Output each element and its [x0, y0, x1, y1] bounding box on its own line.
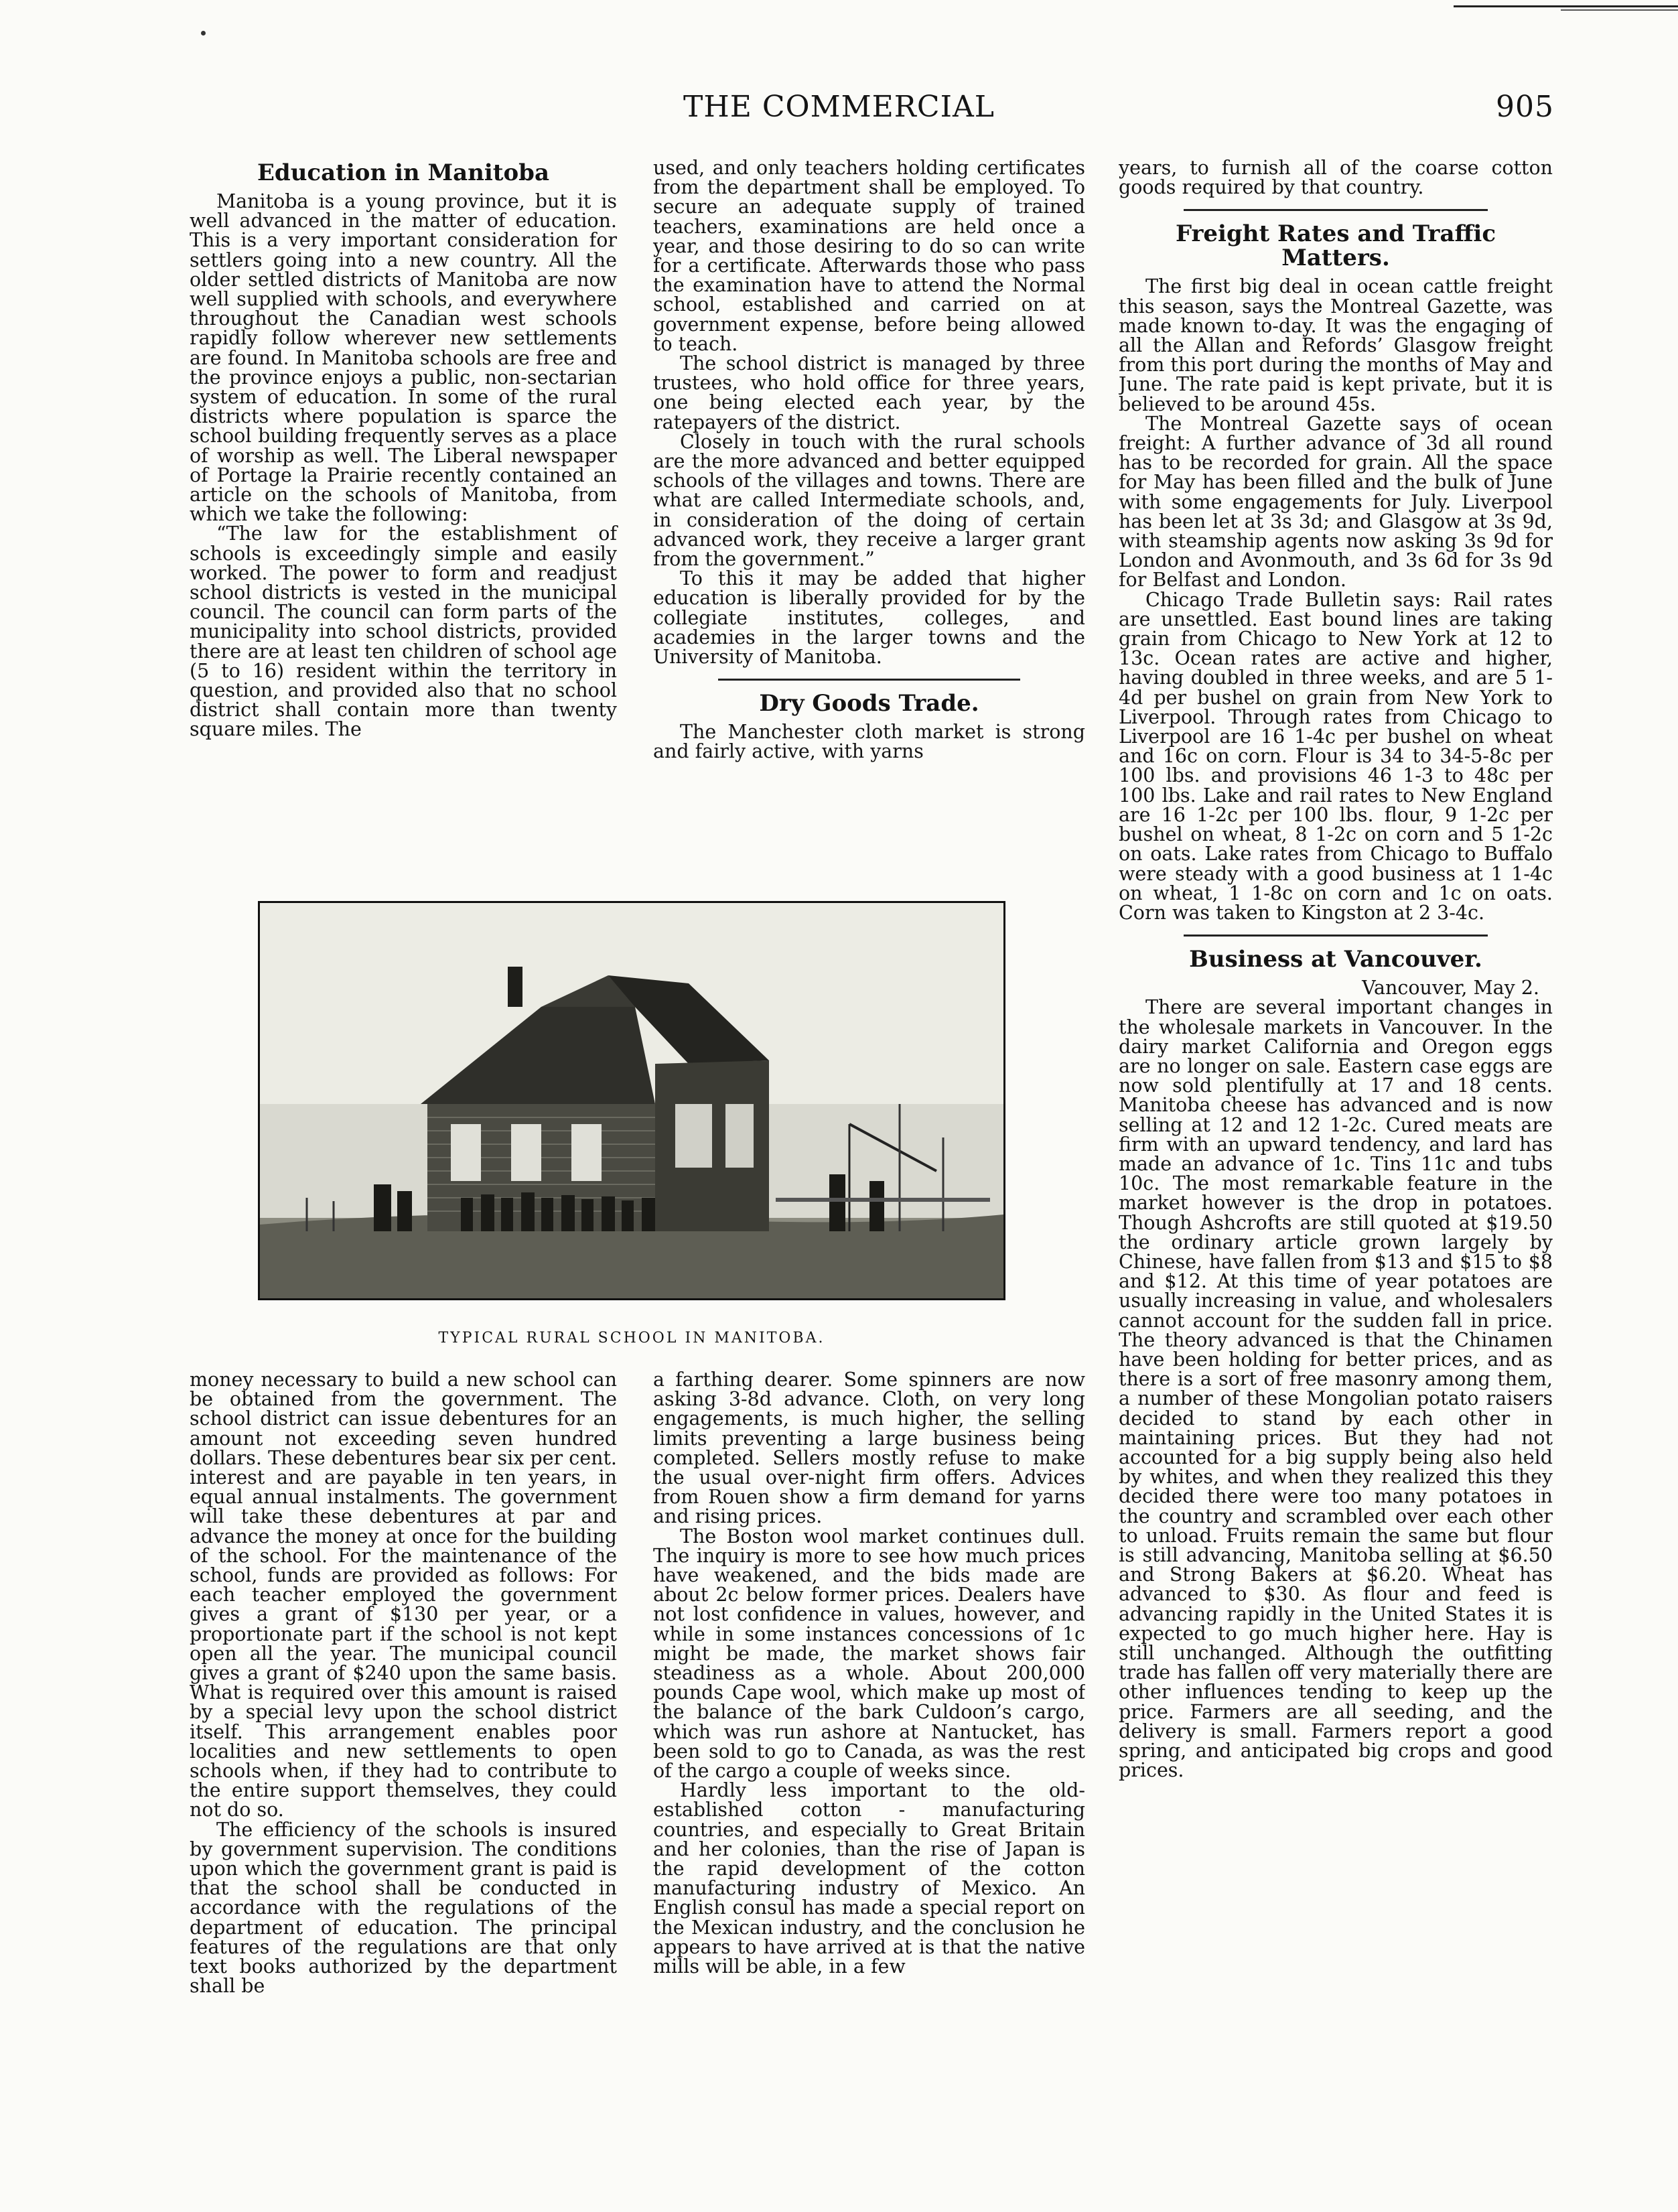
school-photograph [258, 901, 1005, 1300]
paragraph: Manitoba is a young province, but it is well advanced in the matter of education. This is a very important consideration for settlers going into a new country. All the older settled districts of Manitoba are now well supplied with schools, and everywhere throughout the Canadian west schools rapidly follow wherever new settlements are found. In Manitoba schools are free and the province enjoys a public, non-sectarian system of education. In some of the rural districts where population is sparce the school building frequently serves as a place of worship as well. The Liberal newspaper of Portage la Prairie recently contained an article on the schools of Manitoba, from which we take the following: [190, 190, 617, 526]
heading-dry-goods-trade: Dry Goods Trade. [759, 690, 979, 717]
page-speck [201, 31, 206, 36]
column-1-bottom [190, 1370, 617, 2197]
heading-education-manitoba: Education in Manitoba [257, 159, 549, 186]
journal-title: THE COMMERCIAL [683, 90, 995, 124]
page-number: 905 [1496, 90, 1554, 124]
divider-rule [718, 679, 1021, 681]
paragraph: money necessary to build a new school can be obtained from the government. The school district can issue debentures for an amount not exceeding seven hundred dollars. These debentures bear six per cent. interest and are payable in ten years, in equal annual instalments. The government will take these debentures at par and advance the money at once for the building of the school. For the maintenance of the school, funds are provided as follows: For each teacher employed the government gives a grant of $130 per year, or a proportionate part if the school is not kept open all the year. The municipal council gives a grant of $240 upon the same basis. What is required over this amount is raised by a special levy upon the school district itself. This arrangement enables poor localities and new settlements to open schools when, if they had to contribute to the entire support themselves, they could not do so. [190, 1370, 617, 1821]
paragraph: The Boston wool market continues dull. The inquiry is more to see how much prices have weakened, and the bids made are about 2c below former prices. Dealers have not lost confidence in values, however, and while in some instances concessions of 1c might be made, the market shows fair steadiness as a whole. About 200,000 pounds Cape wool, which make up most of the balance of the bark Culdoon’s cargo, which was run ashore at Nantucket, has been sold to go to Canada, as was the rest of the cargo a couple of weeks since. [653, 1525, 1085, 1783]
divider-rule [1184, 935, 1488, 937]
paragraph: The school district is managed by three trustees, who hold office for three years, one being elected each year, by the ratepayers of the district. [653, 352, 1085, 433]
paragraph: There are several important changes in the wholesale markets in Vancouver. In the dairy market California and Oregon eggs are no longer on sale. Eastern case eggs are now sold plentifully at 17 and 18 cents. Manitoba cheese has advanced and is now selling at 12 and 12 1-2c. Cured meats are firm with an upward tendency, and lard has made an advance of 1c. Tins 11c and tubs 10c. The most remarkable feature in the market however is the drop in potatoes. Though Ashcrofts are still quoted at $19.50 the ordinary article grown largely by Chinese, have fallen from $13 and $15 to $8 and $12. At this time of year potatoes are usually increasing in value, and wholesalers cannot account for the sudden fall in price. The theory advanced is that the Chinamen have been holding for better prices, and as there is a sort of free masonry among them, a number of these Mongolian potato raisers decided to stand by each other in maintaining prices. But they had not accounted for a big supply being also held by whites, and when they realized this they decided there were too many potatoes in the country and scrambled over each other to unload. Fruits remain the same but flour is still advancing, Manitoba selling at $6.50 and Strong Bakers at $6.20. Wheat has advanced to $30. As flour and feed is advancing rapidly in the United States it is expected to go much higher here. Hay is still unchanged. Although the outfitting trade has fallen off very materially there are other influences tending to keep up the price. Farmers are all seeding, and the delivery is small. Farmers report a good spring, and anticipated big crops and good prices. [1119, 996, 1553, 1782]
paragraph: years, to furnish all of the coarse cotton goods required by that country. [1119, 158, 1553, 199]
corner-rule-top [1454, 5, 1678, 7]
paragraph: Chicago Trade Bulletin says: Rail rates are unsettled. East bound lines are taking grain from Chicago to New York at 12 to 13c. Ocean rates are active and higher, having doubled in three weeks, and are 5 1-4d per bushel on grain from New York to Liverpool. Through rates from Chicago to Liverpool are 16 1-4c per bushel on wheat and 16c on corn. Flour is 34 to 34-5-8c per 100 lbs. and provisions 46 1-3 to 48c per 100 lbs. Lake and rail rates to New England are 16 1-2c per 100 lbs. flour, 9 1-2c per bushel on wheat, 8 1-2c on corn and 5 1-2c on oats. Lake rates from Chicago to Buffalo were steady with a good business at 1 1-4c on wheat, 1 1-8c on corn and 1c on oats. Corn was taken to Kingston at 2 3-4c. [1119, 588, 1553, 924]
corner-rule-bottom [1561, 9, 1678, 11]
heading-business-vancouver: Business at Vancouver. [1189, 946, 1482, 973]
paragraph: Closely in touch with the rural schools are the more advanced and better equipped schools of the villages and towns. There are what are called Intermediate schools, and, in consideration of the doing of certain advanced work, they receive a larger grant from the government.” [653, 430, 1085, 571]
school-photograph-drawing [260, 903, 1003, 1298]
paragraph: The Montreal Gazette says of ocean freight: A further advance of 3d all round has to be recorded for grain. All the space for May has been filled and the bulk of June with some engagements for July. Liverpool has been let at 3s 3d; and Glasgow at 3s 9d, with steamship agents now asking 3s 9d for London and Avonmouth, and 3s 6d for 3s 9d for Belfast and London. [1119, 412, 1553, 592]
column-2-bottom [653, 1370, 1085, 2197]
paragraph: The first big deal in ocean cattle freight this season, says the Montreal Gazette, was made known to-day. It was the engaging of all the Allan and Refords’ Glasgow freight from this port during the months of May and June. The rate paid is kept private, but it is believed to be around 45s. [1119, 275, 1553, 415]
paragraph: Hardly less important to the old-established cotton - manufacturing countries, and especially to Great Britain and her colonies, than the rise of Japan is the rapid development of the cotton manufacturing industry of Mexico. An English consul has made a special report on the Mexican industry, and the conclusion he appears to have arrived at is that the native mills will be able, in a few [653, 1779, 1085, 1978]
paragraph: a farthing dearer. Some spinners are now asking 3-8d advance. Cloth, on very long engagements, is much higher, the selling limits preventing a large business being completed. Sellers mostly refuse to make the usual over-night firm offers. Advices from Rouen show a firm demand for yarns and rising prices. [653, 1370, 1085, 1528]
paragraph: The Manchester cloth market is strong and fairly active, with yarns [653, 721, 1085, 763]
paragraph: used, and only teachers holding certificates from the department shall be employed. To secure an adequate supply of trained teachers, examinations are held once a year, and those desiring to do so can write for a certificate. Afterwards those who pass the examination have to attend the Normal school, established and carried on at government expense, before being allowed to teach. [653, 157, 1085, 355]
photo-caption: TYPICAL RURAL SCHOOL IN MANITOBA. [438, 1330, 825, 1346]
paragraph: To this it may be added that higher education is liberally provided for by the collegiate institutes, colleges, and academies in the larger towns and the University of Manitoba. [653, 567, 1085, 669]
column-2-top [653, 158, 1085, 865]
dateline: Vancouver, May 2. [1362, 977, 1539, 999]
paragraph: “The law for the establishment of schools is exceedingly simple and easily worked. The power to form and readjust school districts is vested in the municipal council. The council can form parts of the municipality into school districts, provided there are at least ten children of school age (5 to 16) resident within the territory in question, and provided also that no school district shall contain more than twenty square miles. The [190, 523, 617, 741]
column-1-top [190, 158, 617, 865]
column-3 [1119, 158, 1553, 2195]
heading-freight-rates: Freight Rates and Traffic Matters. [1175, 220, 1496, 272]
paragraph: The efficiency of the schools is insured by government supervision. The conditions upon which the government grant is paid is that the school shall be conducted in accordance with the regulations of the department of education. The principal features of the regulations are that only text books authorized by the department shall be [190, 1818, 617, 1998]
divider-rule [1184, 209, 1488, 211]
